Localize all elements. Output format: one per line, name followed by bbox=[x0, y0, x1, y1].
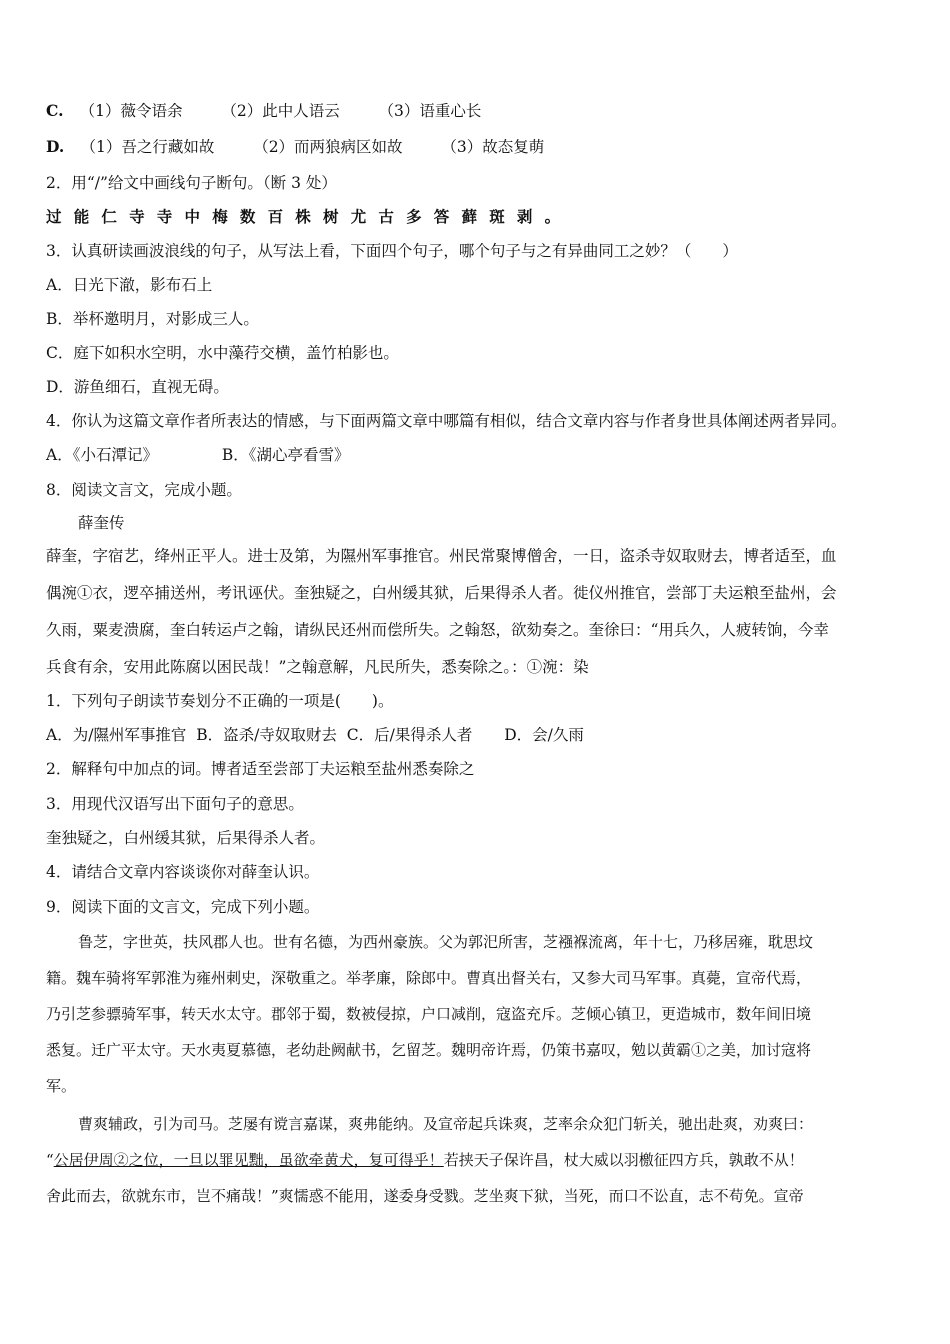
question-heading: 9．阅读下面的文言文，完成下列小题。 bbox=[46, 898, 320, 916]
passage-line: 舍此而去，欲就东市，岂不痛哉！”爽懦惑不能用，遂委身受戮。芝坐爽下狱，当死，而口不讼直，志不苟免。宣帝 bbox=[46, 1187, 804, 1205]
underlined-sentence: 公居伊周②之位，一旦以罪见黜，虽欲牵黄犬，复可得乎！ bbox=[53, 1151, 444, 1169]
question-text: 3．用现代汉语写出下面句子的意思。 bbox=[46, 795, 304, 813]
quote-open: “ bbox=[46, 1151, 54, 1169]
option-c-row bbox=[46, 101, 481, 121]
options-row bbox=[46, 725, 584, 745]
question-text: 1．下列句子朗读节奏划分不正确的一项是( )。 bbox=[46, 692, 394, 710]
passage-line: 军。 bbox=[46, 1077, 77, 1095]
passage-line: 过能仁寺寺中梅数百株树尤古多答藓斑剥。 bbox=[46, 207, 573, 226]
option-c: C．庭下如积水空明，水中藻荇交横，盖竹柏影也。 bbox=[46, 344, 399, 362]
passage-line: 曹爽辅政，引为司马。芝屡有谠言嘉谋，爽弗能纳。及宣帝起兵诛爽，芝率余众犯门斩关，驰出赴爽，劝爽曰： bbox=[78, 1115, 814, 1133]
option-a: A．《小石潭记》 bbox=[46, 446, 158, 464]
passage-line: 悉复。迁广平太守。天水夷夏慕德，老幼赴阙献书，乞留芝。魏明帝许焉，仍策书嘉叹，勉以黄霸①之美，加讨寇将 bbox=[46, 1041, 812, 1059]
option-item: （1）薇令语余 bbox=[79, 102, 183, 120]
passage-title: 薛奎传 bbox=[78, 514, 125, 532]
option-item: （1）吾之行藏如故 bbox=[80, 138, 215, 156]
option-item: （3）故态复萌 bbox=[441, 138, 545, 156]
option-a: A．日光下澈，影布石上 bbox=[46, 276, 213, 294]
passage-line: 偶涴①衣，逻卒捕送州，考讯诬伏。奎独疑之，白州缓其狱，后果得杀人者。徙仪州推官，尝部丁夫运粮至盐州，会 bbox=[46, 584, 837, 602]
option-a: A．为/隰州军事推官 bbox=[46, 726, 187, 744]
question-text: 4．你认为这篇文章作者所表达的情感，与下面两篇文章中哪篇有相似，结合文章内容与作者身世具体阐述两者异同。 bbox=[46, 412, 847, 430]
option-d: D．游鱼细石，直视无碍。 bbox=[46, 378, 229, 396]
option-label: D. bbox=[46, 137, 65, 156]
passage-line: 薛奎，字宿艺，绛州正平人。进士及第，为隰州军事推官。州民常聚博僧舍，一日，盗杀寺奴取财去，博者适至，血 bbox=[46, 547, 837, 565]
option-d-row bbox=[46, 137, 544, 157]
option-label: C. bbox=[46, 101, 64, 120]
passage-line: 鲁芝，字世英，扶风郡人也。世有名德，为西州豪族。父为郭汜所害，芝襁褓流离，年十七，乃移居雍，耽思坟 bbox=[78, 933, 814, 951]
option-item: （2）此中人语云 bbox=[221, 102, 340, 120]
option-b: B．盗杀/寺奴取财去 bbox=[196, 726, 337, 744]
option-c: C．后/果得杀人者 bbox=[346, 726, 473, 744]
option-d: D．会/久雨 bbox=[504, 726, 584, 744]
option-b: B．举杯邀明月，对影成三人。 bbox=[46, 310, 259, 328]
passage-text: 若挟天子保许昌，杖大威以羽檄征四方兵，孰敢不从！ bbox=[443, 1151, 804, 1169]
passage-line: 久雨，粟麦溃腐，奎白转运卢之翰，请纵民还州而偿所失。之翰怒，欲劾奏之。奎徐曰：“用兵久，人疲转饷，今幸 bbox=[46, 621, 829, 639]
passage-line: 籍。魏车骑将军郭淮为雍州刺史，深敬重之。举孝廉，除郎中。曹真出督关右，又参大司马军事。真薨，宣帝代焉， bbox=[46, 969, 812, 987]
option-item: （3）语重心长 bbox=[378, 102, 482, 120]
question-text: 3．认真研读画波浪线的句子，从写法上看，下面四个句子，哪个句子与之有异曲同工之妙？（ ） bbox=[46, 242, 738, 260]
question-text: 2．解释句中加点的词。博者适至尝部丁夫运粮至盐州悉奏除之 bbox=[46, 760, 475, 778]
question-text: 4．请结合文章内容谈谈你对薛奎认识。 bbox=[46, 863, 320, 881]
question-heading: 8．阅读文言文，完成小题。 bbox=[46, 481, 242, 499]
options-row bbox=[46, 445, 349, 465]
passage-line: 乃引芝参骠骑军事，转天水太守。郡邻于蜀，数被侵掠，户口减削，寇盗充斥。芝倾心镇卫，更造城市，数年间旧境 bbox=[46, 1005, 812, 1023]
option-b: B．《湖心亭看雪》 bbox=[221, 446, 350, 464]
question-text: 2．用“/”给文中画线句子断句。（断 3 处） bbox=[46, 174, 337, 192]
passage-line: 兵食有余，安用此陈腐以困民哉！”之翰意解，凡民所失，悉奏除之。：①涴：染 bbox=[46, 658, 589, 676]
passage-line bbox=[46, 1150, 804, 1170]
passage-line: 奎独疑之，白州缓其狱，后果得杀人者。 bbox=[46, 829, 326, 847]
option-item: （2）而两狼病区如故 bbox=[253, 138, 403, 156]
